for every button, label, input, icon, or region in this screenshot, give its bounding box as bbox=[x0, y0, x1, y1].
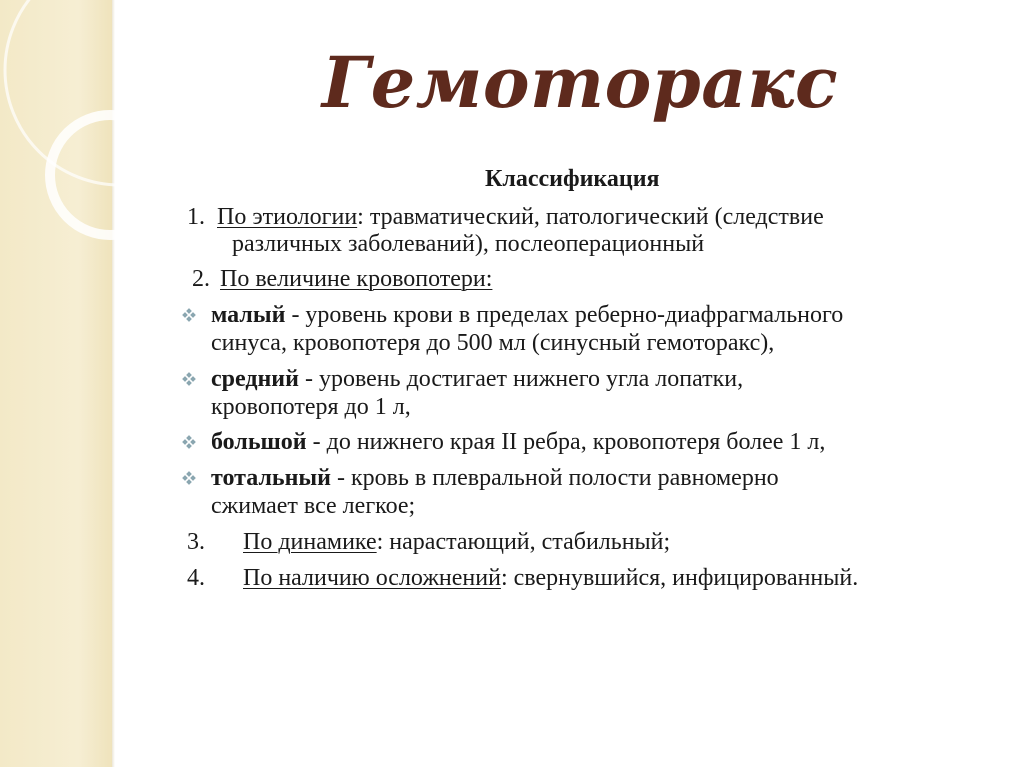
bullet-2-line2: кровопотеря до 1 л, bbox=[211, 394, 411, 420]
item-1-label: По этиологии bbox=[217, 204, 358, 230]
item-2-label: По величине кровопотери: bbox=[220, 266, 493, 292]
item-3-label: По динамике bbox=[243, 529, 377, 555]
diamond-cluster-icon bbox=[182, 372, 196, 386]
bullet-1-line1: - уровень крови в пределах реберно-диафрагмального bbox=[285, 302, 844, 328]
item-4 bbox=[243, 564, 858, 592]
item-1-number: 1. bbox=[187, 204, 205, 230]
item-2-number: 2. bbox=[192, 266, 210, 292]
bullet-item-2 bbox=[211, 365, 743, 393]
subtitle: Классификация bbox=[485, 166, 660, 192]
bullet-3-line1: - до нижнего края II ребра, кровопотеря более 1 л, bbox=[306, 429, 826, 455]
bullet-2-line1: - уровень достигает нижнего угла лопатки, bbox=[298, 366, 744, 392]
bullet-1-line2: синуса, кровопотеря до 500 мл (синусный гемоторакс), bbox=[211, 330, 775, 356]
bullet-item-3 bbox=[211, 428, 825, 456]
bullet-item-1 bbox=[211, 301, 843, 329]
item-2 bbox=[192, 265, 492, 293]
item-4-text: : свернувшийся, инфицированный. bbox=[500, 565, 859, 591]
bullet-item-4 bbox=[211, 464, 779, 492]
bullet-4-term: тотальный bbox=[211, 465, 331, 491]
item-3 bbox=[243, 528, 670, 556]
diamond-cluster-icon bbox=[182, 435, 196, 449]
item-1 bbox=[187, 203, 824, 231]
item-4-label: По наличию осложнений bbox=[243, 565, 501, 591]
page-title: Гемоторакс bbox=[321, 41, 839, 124]
item-1-text-line2: различных заболеваний), послеоперационный bbox=[232, 231, 705, 257]
bullet-1-term: малый bbox=[211, 302, 286, 328]
diamond-cluster-icon bbox=[182, 471, 196, 485]
item-3-text: : нарастающий, стабильный; bbox=[376, 529, 671, 555]
bullet-3-term: большой bbox=[211, 429, 307, 455]
item-1-text-line1: : травматический, патологический (следствие bbox=[357, 204, 824, 230]
bullet-2-term: средний bbox=[211, 366, 299, 392]
item-4-number: 4. bbox=[187, 565, 205, 591]
item-3-number: 3. bbox=[187, 529, 205, 555]
diamond-cluster-icon bbox=[182, 308, 196, 322]
decorative-rings bbox=[0, 0, 200, 300]
bullet-4-line1: - кровь в плевральной полости равномерно bbox=[331, 465, 779, 491]
bullet-4-line2: сжимает все легкое; bbox=[211, 493, 416, 519]
